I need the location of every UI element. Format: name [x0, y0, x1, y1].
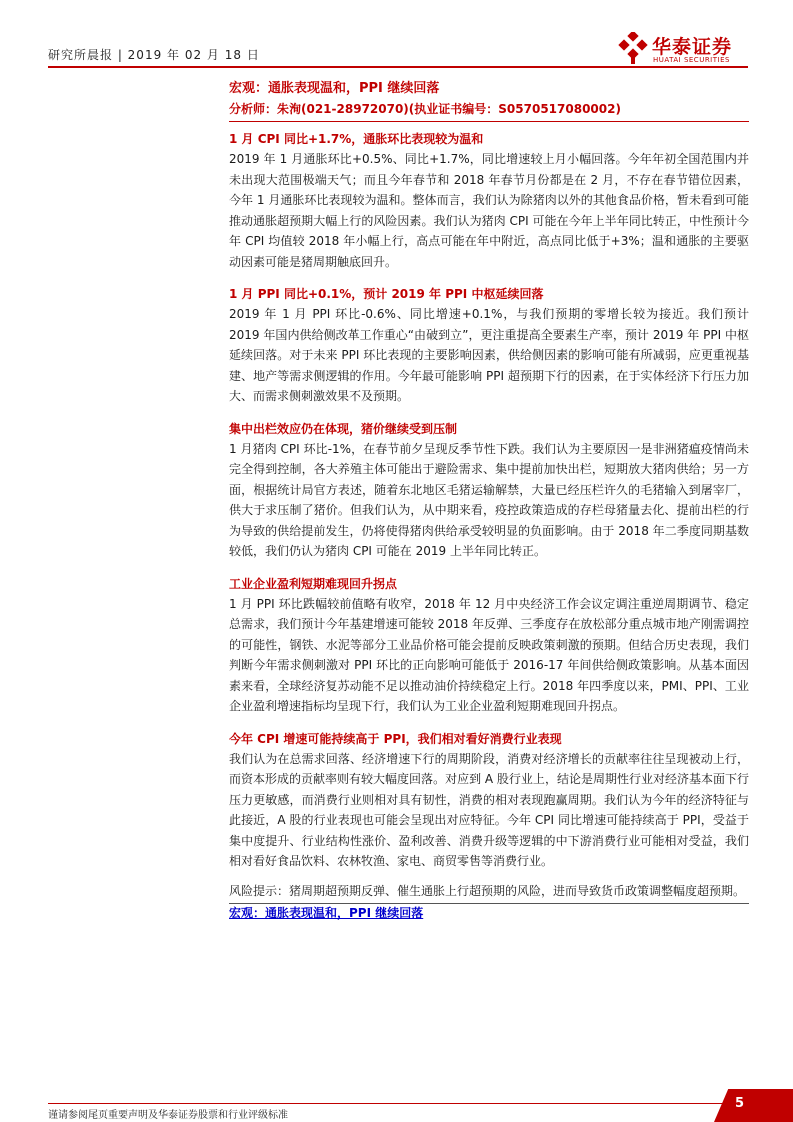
- risk-warning: 风险提示：猪周期超预期反弹、催生通胀上行超预期的风险，进而导致货币政策调整幅度超预期。: [229, 883, 746, 898]
- section-paragraph: 1 月 PPI 环比跌幅较前值略有收窄，2018 年 12 月中央经济工作会议定调注重逆周期调节、稳定总需求，我们预计今年基建增速可能较 2018 年反弹、三季度存在放松部分重点城市地产刚需调控的可能性，钢铁、水泥等部分工业品价格可能会提前反映政策刺激的预期。但结合历史表现，我们判断今年需求侧刺激对 PPI 环比的正向影响可能低于 2016-17 年间供给侧政策影响。从基本面因素来看，全球经济复苏动能不足以推动油价持续稳定上行。2018 年四季度以来，PMI、PPI、工业企业盈利增速指标均呈现下行，我们认为工业企业盈利短期难现回升拐点。: [229, 596, 749, 713]
- article-link[interactable]: 宏观：通胀表现温和，PPI 继续回落: [229, 906, 424, 920]
- article-body: [229, 79, 749, 923]
- section-paragraph: 1 月猪肉 CPI 环比-1%，在春节前夕呈现反季节性下跌。我们认为主要原因一是非洲猪瘟疫情尚未完全得到控制，各大养殖主体可能出于避险需求、集中提前加快出栏，短期放大猪肉供给；另一方面，根据统计局官方表述，随着东北地区毛猪运输解禁，大量已经压栏许久的毛猪输入到屠宰厂，供大于求压制了猪价。但我们认为，从中期来看，疫控政策造成的存栏母猪量去化、提前出栏的行为导致的供给提前发生，仍将使得猪肉供给承受较明显的负面影响。由于 2018 年二季度同期基数较低，我们仍认为猪肉 CPI 可能在 2019 上半年同比转正。: [229, 441, 749, 558]
- section-industrial-profit: [229, 575, 749, 717]
- page-number-tab: [714, 1089, 793, 1122]
- section-heading: 今年 CPI 增速可能持续高于 PPI，我们相对看好消费行业表现: [229, 731, 562, 746]
- section-heading: 1 月 PPI 同比+0.1%，预计 2019 年 PPI 中枢延续回落: [229, 287, 544, 301]
- footer-divider: [48, 1103, 748, 1104]
- logo-english-name: HUATAI SECURITIES: [653, 56, 730, 64]
- page-number: 5: [735, 1096, 745, 1111]
- section-heading: 工业企业盈利短期难现回升拐点: [229, 576, 398, 591]
- logo-chinese-name: 华泰证券: [652, 36, 733, 58]
- article-title: 宏观：通胀表现温和，PPI 继续回落: [229, 81, 440, 96]
- section-paragraph: 2019 年 1 月 PPI 环比-0.6%、同比增速+0.1%，与我们预期的零增长较为接近。我们预计 2019 年国内供给侧改革工作重心“由破到立”，更注重提高全要素生产率，预计 2019 年 PPI 中枢延续回落。对于未来 PPI 环比表现的主要影响因素，供给侧因素的影响可能有所减弱，应更重视基建、地产等需求侧逻辑的作用。今年最可能影响 PPI 超预期下行的因素，在于实体经济下行压力加大、而需求侧刺激效果不及预期。: [229, 307, 749, 403]
- section-pork: [229, 420, 749, 562]
- title-divider: [229, 121, 749, 122]
- section-paragraph: 我们认为在总需求回落、经济增速下行的周期阶段，消费对经济增长的贡献率往往呈现被动上行，而资本形成的贡献率则有较大幅度回落。对应到 A 股行业上，结论是周期性行业对经济基本面下行压力更敏感，而消费行业则相对具有韧性，消费的相对表现跑赢周期。我们认为今年的经济特征与此接近，A 股的行业表现也可能会呈现出对应特征。今年 CPI 同比增速可能持续高于 PPI，受益于集中度提升、行业结构性涨价、盈利改善、消费升级等逻辑的中下游消费行业可能相对受益，我们相对看好食品饮料、农林牧渔、家电、商贸零售等消费行业。: [229, 751, 749, 868]
- section-paragraph: 2019 年 1 月通胀环比+0.5%、同比+1.7%，同比增速较上月小幅回落。今年年初全国范围内并未出现大范围极端天气；而且今年春节和 2018 年春节月份都是在 2 月，不存在春节错位因素，今年 1 月通胀环比表现较为温和。整体而言，我们认为除猪肉以外的其他食品价格，暂未看到可能推动通胀超预期大幅上行的风险因素。我们认为猪肉 CPI 可能在今年上半年同比转正，中性预计今年 CPI 均值较 2018 年小幅上行，高点可能在年中附近，高点同比低于+3%；温和通胀的主要驱动因素可能是猪周期触底回升。: [229, 152, 749, 269]
- footer-disclaimer: 谨请参阅尾页重要声明及华泰证券股票和行业评级标准: [48, 1110, 288, 1121]
- huatai-logo: [618, 32, 748, 66]
- section-heading: 1 月 CPI 同比+1.7%，通胀环比表现较为温和: [229, 132, 484, 146]
- section-ppi: [229, 285, 749, 407]
- huatai-logo-icon: [618, 32, 648, 64]
- section-heading: 集中出栏效应仍在体现，猪价继续受到压制: [229, 421, 458, 436]
- section-consumer: [229, 730, 749, 872]
- header-divider: [48, 66, 748, 68]
- section-cpi: [229, 130, 749, 272]
- analyst-line: 分析师：朱洵(021-28972070)(执业证书编号：S0570517080002): [229, 102, 621, 116]
- report-header-label: 研究所晨报 | 2019 年 02 月 18 日: [48, 48, 260, 62]
